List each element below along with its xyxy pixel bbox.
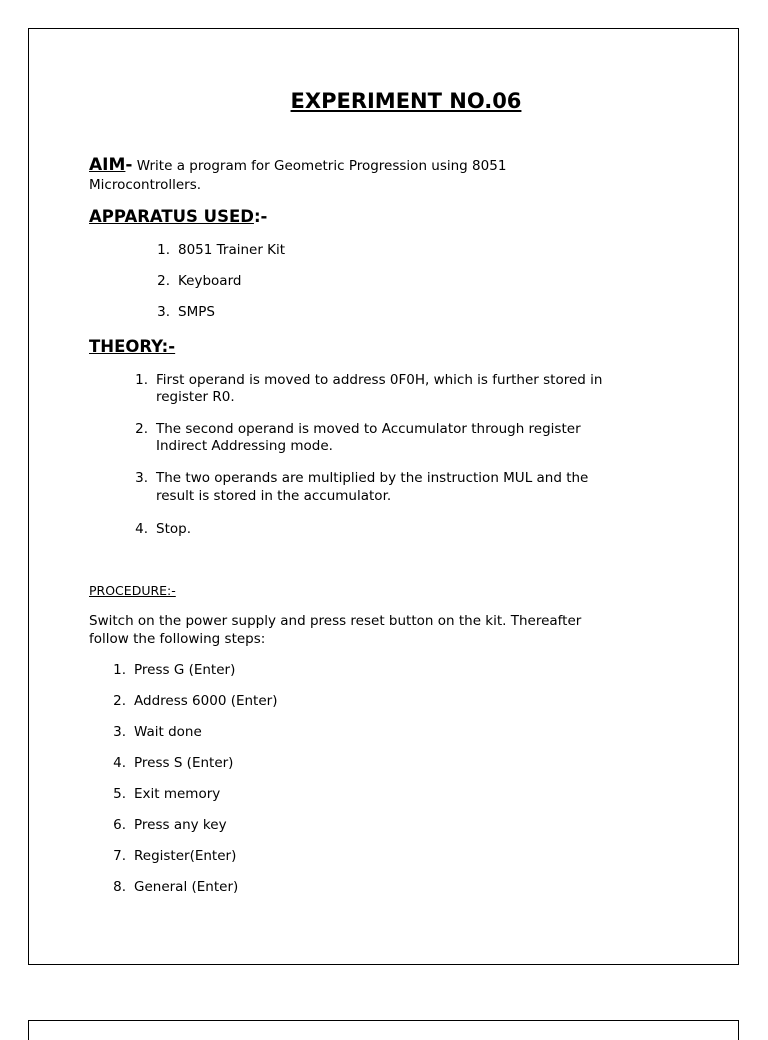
list-item-cont: register R0. bbox=[156, 389, 235, 405]
list-item: 7. Register(Enter) bbox=[113, 848, 237, 864]
list-item: 5. Exit memory bbox=[113, 786, 221, 802]
list-item: 1. First operand is moved to address 0F0H, which is further stored in bbox=[135, 372, 603, 388]
list-item: 3. The two operands are multiplied by the instruction MUL and the bbox=[135, 470, 589, 486]
next-page-border bbox=[28, 1020, 739, 1040]
list-item: 1. 8051 Trainer Kit bbox=[157, 242, 286, 258]
list-item: 6. Press any key bbox=[113, 817, 227, 833]
list-item: 3. Wait done bbox=[113, 724, 202, 740]
aim-line bbox=[89, 155, 506, 175]
list-item-cont: Indirect Addressing mode. bbox=[156, 438, 333, 454]
procedure-intro-line2: follow the following steps: bbox=[89, 631, 266, 647]
procedure-intro-line1: Switch on the power supply and press reset button on the kit. Thereafter bbox=[89, 613, 582, 629]
procedure-heading: PROCEDURE:- bbox=[89, 583, 176, 598]
list-item: 4. Press S (Enter) bbox=[113, 755, 234, 771]
aim-text-line2: Microcontrollers. bbox=[89, 177, 202, 193]
list-item: 2. Keyboard bbox=[157, 273, 242, 289]
aim-text-line1: Write a program for Geometric Progression using 8051 bbox=[132, 158, 507, 174]
list-item: 2. Address 6000 (Enter) bbox=[113, 693, 278, 709]
list-item-cont: result is stored in the accumulator. bbox=[156, 488, 392, 504]
list-item: 3. SMPS bbox=[157, 304, 215, 320]
theory-heading: THEORY:- bbox=[89, 337, 176, 356]
aim-label: AIM- bbox=[89, 155, 133, 175]
list-item: 8. General (Enter) bbox=[113, 879, 239, 895]
list-item: 1. Press G (Enter) bbox=[113, 662, 236, 678]
apparatus-heading: APPARATUS USED:- bbox=[89, 207, 268, 226]
list-item: 2. The second operand is moved to Accumulator through register bbox=[135, 421, 581, 437]
page-title: EXPERIMENT NO.06 bbox=[290, 89, 522, 113]
list-item: 4. Stop. bbox=[135, 521, 191, 537]
